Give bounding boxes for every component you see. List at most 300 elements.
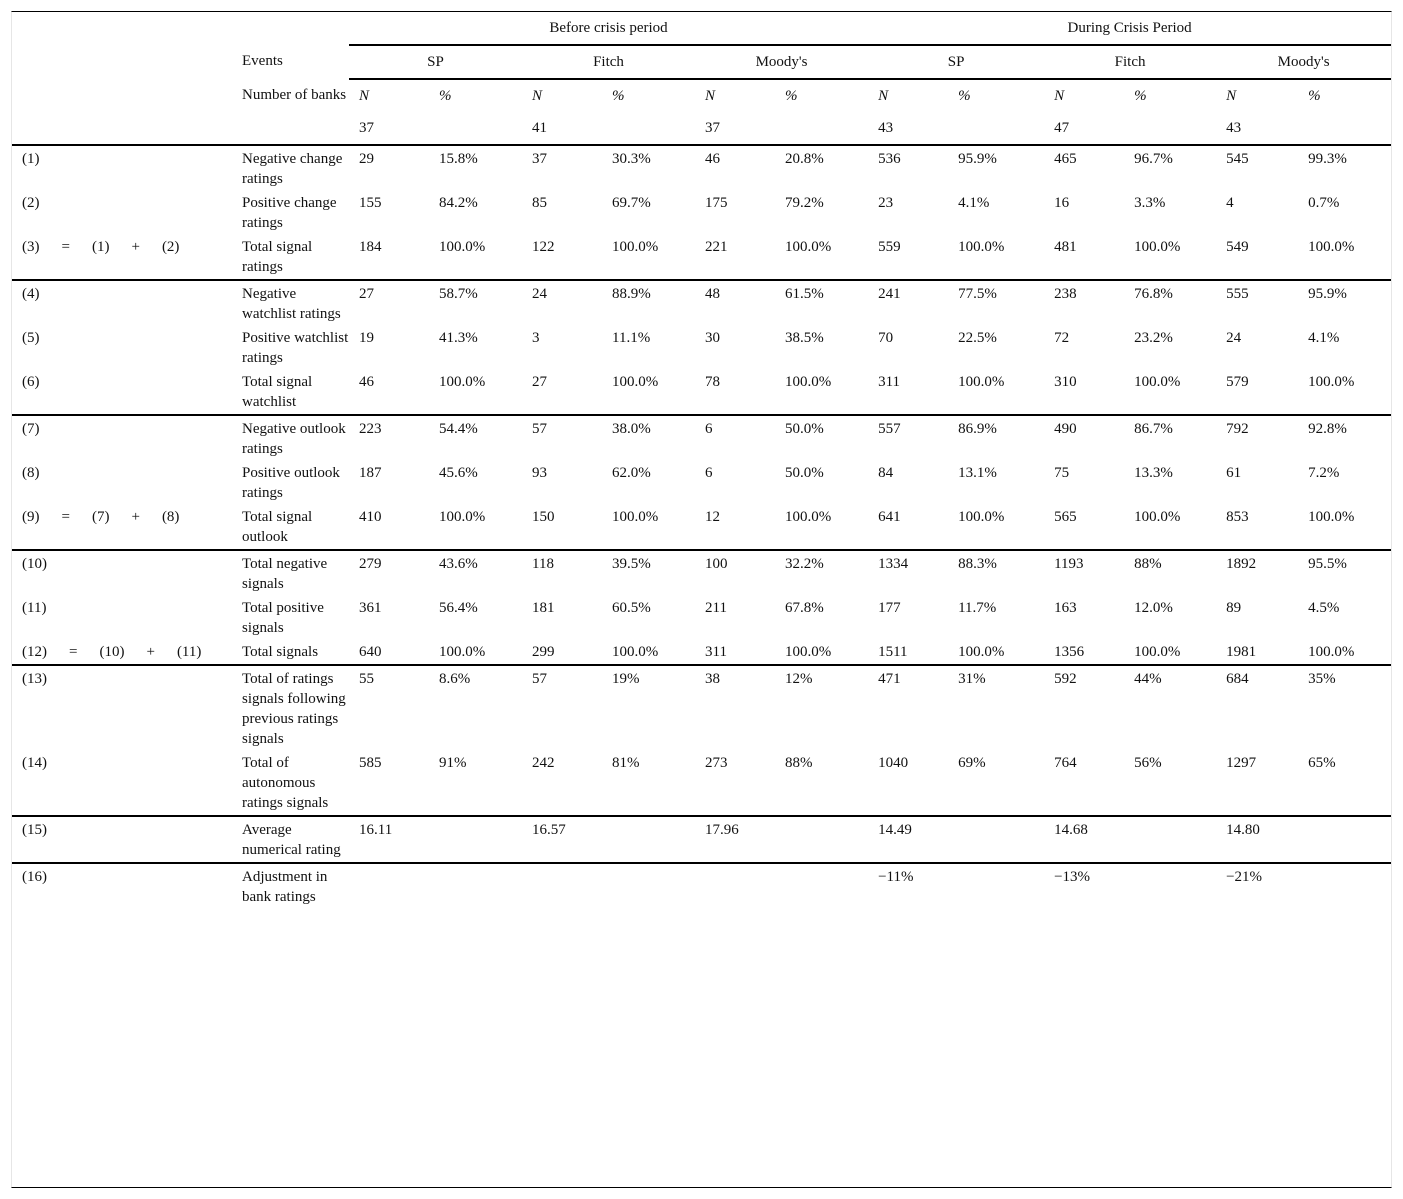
col-n-header: N	[1054, 88, 1065, 104]
cell-percent: 100.0%	[1308, 374, 1355, 390]
row-label-token: +	[131, 509, 140, 525]
row-label-token: (14)	[22, 755, 47, 771]
cell-percent: 11.7%	[958, 600, 997, 616]
cell-count: 1193	[1044, 550, 1124, 596]
col-pct-header: %	[612, 88, 625, 104]
cell-count: 78	[705, 374, 720, 390]
cell-count: 853	[1226, 509, 1249, 525]
cell-percent: 19%	[602, 665, 695, 751]
cell-percent: 23.2%	[1134, 330, 1173, 346]
cell-percent	[1124, 816, 1216, 863]
period-before-crisis: Before crisis period	[349, 12, 868, 45]
cell-percent: 45.6%	[439, 465, 478, 481]
agency-header-sp-during: SP	[868, 45, 1044, 79]
cell-percent: 30.3%	[602, 145, 695, 191]
row-label-token: (8)	[22, 465, 40, 481]
cell-count: 555	[1216, 280, 1298, 326]
col-pct-header: %	[439, 88, 452, 104]
cell-percent: 44%	[1124, 665, 1216, 751]
event-label: Negative change ratings	[232, 145, 349, 191]
cell-percent	[775, 863, 868, 909]
cell-count: 471	[868, 665, 948, 751]
header-blank	[12, 45, 232, 79]
table-row	[12, 816, 1391, 863]
cell-percent	[775, 816, 868, 863]
cell-percent: 62.0%	[612, 465, 651, 481]
cell-count: 85	[532, 195, 547, 211]
row-number-label	[12, 145, 232, 191]
cell-count: 118	[522, 550, 602, 596]
row-label-token: =	[61, 239, 70, 255]
cell-count: 1040	[878, 755, 909, 771]
cell-count: 100	[695, 550, 775, 596]
cell-count: 19	[359, 330, 374, 346]
row-number-label	[12, 640, 232, 665]
header-blank	[232, 12, 349, 45]
cell-percent: 31%	[948, 665, 1044, 751]
cell-percent: 7.2%	[1308, 465, 1340, 481]
cell-count: 490	[1044, 415, 1124, 461]
cell-percent: 100.0%	[1134, 374, 1181, 390]
cell-count: 70	[878, 330, 894, 346]
cell-percent: 96.7%	[1124, 145, 1216, 191]
cell-count: 238	[1044, 280, 1124, 326]
col-n-header: N	[1226, 88, 1237, 104]
cell-percent: 61.5%	[775, 280, 868, 326]
cell-count: 545	[1216, 145, 1298, 191]
event-label: Average numerical rating	[232, 816, 349, 863]
row-number-label	[12, 505, 232, 550]
bank-count: 37	[705, 120, 720, 136]
cell-count	[695, 863, 775, 909]
table-row	[12, 280, 1391, 326]
cell-percent: 100.0%	[1134, 644, 1181, 660]
table-row	[12, 505, 1391, 550]
cell-percent: 20.8%	[775, 145, 868, 191]
cell-percent: 13.3%	[1134, 465, 1173, 481]
cell-count: 46	[695, 145, 775, 191]
cell-count: 592	[1044, 665, 1124, 751]
cell-percent: 100.0%	[1134, 509, 1181, 525]
agency-header-fitch-during: Fitch	[1044, 45, 1216, 79]
cell-count: 211	[705, 600, 727, 616]
cell-count: −21%	[1216, 863, 1298, 909]
cell-percent: 13.1%	[958, 465, 997, 481]
col-pct-header: %	[785, 88, 798, 104]
agency-header-sp-before: SP	[349, 45, 522, 79]
agency-header-moodys-during: Moody's	[1216, 45, 1391, 79]
cell-percent: 41.3%	[439, 330, 478, 346]
cell-percent	[948, 863, 1044, 909]
cell-count: 93	[532, 465, 547, 481]
table-row	[12, 145, 1391, 191]
cell-count: 1981	[1226, 644, 1257, 660]
row-number-label	[12, 191, 232, 235]
table-row	[12, 235, 1391, 280]
cell-count: 792	[1216, 415, 1298, 461]
cell-percent	[948, 816, 1044, 863]
cell-percent: 86.9%	[948, 415, 1044, 461]
bank-count: 43	[878, 120, 894, 136]
cell-percent: 60.5%	[612, 600, 651, 616]
cell-count: 361	[359, 600, 382, 616]
cell-count: 1334	[868, 550, 948, 596]
cell-count: 89	[1226, 600, 1242, 616]
table-row	[12, 370, 1391, 415]
event-label: Positive outlook ratings	[242, 465, 340, 501]
table-row	[12, 863, 1391, 909]
cell-percent: 100.0%	[439, 374, 486, 390]
row-label-token: (11)	[22, 600, 47, 616]
cell-count: 61	[1226, 465, 1242, 481]
row-label-token: (11)	[176, 644, 202, 660]
row-number-label	[12, 550, 232, 596]
cell-count: 311	[705, 644, 727, 660]
cell-percent: 100.0%	[439, 239, 486, 255]
event-label: Total signal ratings	[242, 239, 313, 275]
cell-count: 30	[705, 330, 720, 346]
cell-percent: 67.8%	[785, 600, 824, 616]
cell-percent: 69.7%	[612, 195, 651, 211]
row-label-token: (12)	[22, 644, 47, 660]
event-label: Adjustment in bank ratings	[232, 863, 349, 909]
cell-count: 48	[695, 280, 775, 326]
cell-percent: 79.2%	[785, 195, 824, 211]
cell-count: 27	[349, 280, 429, 326]
cell-count: 14.80	[1216, 816, 1298, 863]
cell-count: 4	[1226, 195, 1234, 211]
row-number-label	[12, 863, 232, 909]
cell-percent: 35%	[1298, 665, 1391, 751]
cell-count: 163	[1054, 600, 1077, 616]
header-blank	[12, 79, 232, 112]
row-number-label	[12, 280, 232, 326]
cell-percent: 88%	[785, 755, 813, 771]
cell-count: 38	[695, 665, 775, 751]
cell-percent: 38.0%	[602, 415, 695, 461]
cell-percent: 100.0%	[439, 644, 486, 660]
cell-count: 72	[1054, 330, 1070, 346]
cell-percent: 3.3%	[1134, 195, 1166, 211]
cell-count: 3	[532, 330, 540, 346]
cell-percent: 100.0%	[785, 509, 832, 525]
event-label: Total of autonomous ratings signals	[242, 755, 329, 811]
col-pct-header: %	[958, 88, 971, 104]
cell-percent: 100.0%	[612, 374, 659, 390]
cell-percent: 100.0%	[439, 509, 486, 525]
cell-count: 223	[349, 415, 429, 461]
row-label-token: (3)	[22, 239, 40, 255]
row-number-label	[12, 596, 232, 640]
cell-percent	[429, 816, 522, 863]
row-number-label	[12, 415, 232, 461]
cell-percent: 4.1%	[958, 195, 990, 211]
cell-count: 75	[1054, 465, 1070, 481]
cell-count: 57	[522, 665, 602, 751]
bank-count: 37	[359, 120, 374, 136]
table-row	[12, 665, 1391, 751]
cell-count: 55	[349, 665, 429, 751]
cell-percent: 32.2%	[775, 550, 868, 596]
cell-count: 23	[878, 195, 894, 211]
cell-percent: 88.9%	[602, 280, 695, 326]
row-label-token: (10)	[99, 644, 125, 660]
cell-percent	[429, 863, 522, 909]
cell-count: 410	[359, 509, 382, 525]
table-row	[12, 415, 1391, 461]
cell-count: 557	[868, 415, 948, 461]
cell-percent: 100.0%	[1134, 239, 1181, 255]
cell-count: 17.96	[695, 816, 775, 863]
cell-percent: 50.0%	[785, 465, 824, 481]
row-label-token: =	[69, 644, 78, 660]
row-number-label	[12, 751, 232, 816]
cell-count: 177	[878, 600, 901, 616]
cell-count: 481	[1054, 239, 1077, 255]
cell-count: 27	[532, 374, 547, 390]
cell-count: 24	[522, 280, 602, 326]
row-label-token: (1)	[22, 151, 40, 167]
cell-count: 37	[522, 145, 602, 191]
cell-count: 57	[522, 415, 602, 461]
header-blank	[232, 112, 349, 145]
row-label-token: (2)	[22, 195, 40, 211]
cell-count: 221	[705, 239, 728, 255]
row-number-label	[12, 816, 232, 863]
cell-count: 84	[878, 465, 894, 481]
cell-percent: 95.5%	[1298, 550, 1391, 596]
table-row	[12, 461, 1391, 505]
cell-percent: 15.8%	[429, 145, 522, 191]
cell-percent	[1298, 863, 1391, 909]
event-label: Total of ratings signals following previous ratings signals	[232, 665, 349, 751]
cell-count: 16	[1054, 195, 1070, 211]
cell-percent: 76.8%	[1124, 280, 1216, 326]
number-of-banks-label: Number of banks	[242, 87, 347, 103]
row-label-token: (15)	[22, 822, 47, 838]
cell-count: 311	[878, 374, 901, 390]
cell-percent: 88.3%	[948, 550, 1044, 596]
cell-percent: 56%	[1134, 755, 1162, 771]
cell-count: 241	[868, 280, 948, 326]
cell-count: 310	[1054, 374, 1077, 390]
row-label-token: (2)	[161, 239, 180, 255]
col-n-header: N	[705, 88, 716, 104]
cell-percent: 8.6%	[429, 665, 522, 751]
cell-percent: 100.0%	[612, 239, 659, 255]
cell-count: 764	[1054, 755, 1077, 771]
row-number-label	[12, 665, 232, 751]
row-label-token: (10)	[22, 556, 47, 572]
cell-count: 465	[1044, 145, 1124, 191]
cell-count: 559	[878, 239, 901, 255]
cell-percent: 65%	[1308, 755, 1336, 771]
bank-count: 41	[532, 120, 547, 136]
cell-percent: 12.0%	[1134, 600, 1173, 616]
cell-count: 6	[705, 465, 713, 481]
cell-percent: 77.5%	[948, 280, 1044, 326]
table-row	[12, 640, 1391, 665]
cell-count: 12	[705, 509, 720, 525]
cell-percent: 84.2%	[439, 195, 478, 211]
col-n-header: N	[532, 88, 543, 104]
event-label: Negative watchlist ratings	[232, 280, 349, 326]
cell-count: 29	[349, 145, 429, 191]
row-label-token: (5)	[22, 330, 40, 346]
cell-count: −13%	[1044, 863, 1124, 909]
row-number-label	[12, 326, 232, 370]
cell-percent: 91%	[439, 755, 467, 771]
cell-percent: 100.0%	[958, 644, 1005, 660]
cell-count: 641	[878, 509, 901, 525]
cell-count: 684	[1216, 665, 1298, 751]
cell-percent: 99.3%	[1298, 145, 1391, 191]
cell-percent: 95.9%	[948, 145, 1044, 191]
cell-percent	[1124, 863, 1216, 909]
row-number-label	[12, 370, 232, 415]
cell-percent: 95.9%	[1298, 280, 1391, 326]
cell-percent: 86.7%	[1124, 415, 1216, 461]
cell-percent: 100.0%	[612, 509, 659, 525]
cell-percent: 4.5%	[1308, 600, 1340, 616]
cell-count: 14.68	[1044, 816, 1124, 863]
cell-count: 187	[359, 465, 382, 481]
cell-count: 175	[705, 195, 728, 211]
row-label-token: (7)	[22, 421, 40, 437]
cell-count: 1892	[1216, 550, 1298, 596]
cell-percent: 43.6%	[429, 550, 522, 596]
cell-percent: 100.0%	[612, 644, 659, 660]
cell-percent: 100.0%	[958, 239, 1005, 255]
row-label-token: =	[61, 509, 70, 525]
agency-header-moodys-before: Moody's	[695, 45, 868, 79]
col-n-header: N	[878, 88, 889, 104]
row-label-token: (4)	[22, 286, 40, 302]
table-row	[12, 550, 1391, 596]
cell-percent: 81%	[612, 755, 640, 771]
events-header: Events	[242, 53, 283, 69]
event-label: Positive change ratings	[242, 195, 337, 231]
cell-count: 640	[359, 644, 382, 660]
cell-percent: 100.0%	[785, 644, 832, 660]
col-pct-header: %	[1134, 88, 1147, 104]
row-number-label	[12, 235, 232, 280]
cell-percent: 4.1%	[1308, 330, 1340, 346]
cell-count	[522, 863, 602, 909]
cell-count: 299	[532, 644, 555, 660]
cell-percent: 50.0%	[775, 415, 868, 461]
cell-count: 273	[705, 755, 728, 771]
cell-percent: 39.5%	[602, 550, 695, 596]
cell-percent: 100.0%	[958, 374, 1005, 390]
event-label: Total signal watchlist	[242, 374, 313, 410]
cell-count: 279	[349, 550, 429, 596]
cell-count	[349, 863, 429, 909]
ratings-signals-table	[12, 12, 1391, 909]
cell-count: 6	[695, 415, 775, 461]
cell-percent: 100.0%	[1308, 239, 1355, 255]
cell-count: 16.11	[349, 816, 429, 863]
table-row	[12, 191, 1391, 235]
cell-percent: 69%	[958, 755, 986, 771]
cell-count: 242	[532, 755, 555, 771]
row-label-token: (9)	[22, 509, 40, 525]
event-label: Total signals	[242, 644, 319, 660]
cell-count: 14.49	[868, 816, 948, 863]
cell-percent	[602, 863, 695, 909]
cell-count: 1511	[878, 644, 908, 660]
cell-percent	[602, 816, 695, 863]
cell-count: 1297	[1226, 755, 1257, 771]
row-label-token: +	[146, 644, 155, 660]
event-label: Total positive signals	[242, 600, 324, 636]
cell-count: 122	[532, 239, 555, 255]
table-row	[12, 751, 1391, 816]
bank-count: 43	[1226, 120, 1242, 136]
cell-percent: 0.7%	[1308, 195, 1340, 211]
cell-percent: 22.5%	[958, 330, 997, 346]
event-label: Total signal outlook	[242, 509, 313, 545]
cell-count: 549	[1226, 239, 1249, 255]
cell-count: 181	[532, 600, 555, 616]
cell-percent: 12%	[775, 665, 868, 751]
cell-percent: 56.4%	[439, 600, 478, 616]
cell-percent: 38.5%	[785, 330, 824, 346]
cell-count: 184	[359, 239, 382, 255]
bank-count: 47	[1054, 120, 1070, 136]
cell-count: 585	[359, 755, 382, 771]
col-pct-header: %	[1308, 88, 1321, 104]
cell-percent	[1298, 816, 1391, 863]
row-label-token: (6)	[22, 374, 40, 390]
table-body	[12, 145, 1391, 909]
cell-percent: 100.0%	[785, 374, 832, 390]
row-label-token: (13)	[22, 671, 47, 687]
header-blank	[12, 112, 232, 145]
period-during-crisis: During Crisis Period	[868, 12, 1391, 45]
cell-count: 155	[359, 195, 382, 211]
cell-count: 16.57	[522, 816, 602, 863]
cell-count: 150	[532, 509, 555, 525]
header-blank	[12, 12, 232, 45]
cell-count: −11%	[868, 863, 948, 909]
event-label: Negative outlook ratings	[232, 415, 349, 461]
agency-header-fitch-before: Fitch	[522, 45, 695, 79]
cell-percent: 100.0%	[1308, 644, 1355, 660]
row-label-token: (16)	[22, 869, 47, 885]
row-label-token: (7)	[91, 509, 110, 525]
cell-percent: 88%	[1124, 550, 1216, 596]
cell-count: 1356	[1054, 644, 1085, 660]
table-row	[12, 596, 1391, 640]
cell-percent: 58.7%	[429, 280, 522, 326]
row-label-token: +	[131, 239, 140, 255]
cell-count: 46	[359, 374, 374, 390]
event-label: Positive watchlist ratings	[242, 330, 349, 366]
cell-percent: 100.0%	[1308, 509, 1355, 525]
cell-percent: 54.4%	[429, 415, 522, 461]
cell-count: 24	[1226, 330, 1242, 346]
ratings-table-frame	[11, 11, 1392, 1188]
row-number-label	[12, 461, 232, 505]
cell-percent: 100.0%	[785, 239, 832, 255]
event-label: Total negative signals	[232, 550, 349, 596]
cell-count: 536	[868, 145, 948, 191]
row-label-token: (8)	[161, 509, 180, 525]
col-n-header: N	[359, 88, 370, 104]
cell-percent: 11.1%	[612, 330, 651, 346]
cell-count: 565	[1054, 509, 1077, 525]
